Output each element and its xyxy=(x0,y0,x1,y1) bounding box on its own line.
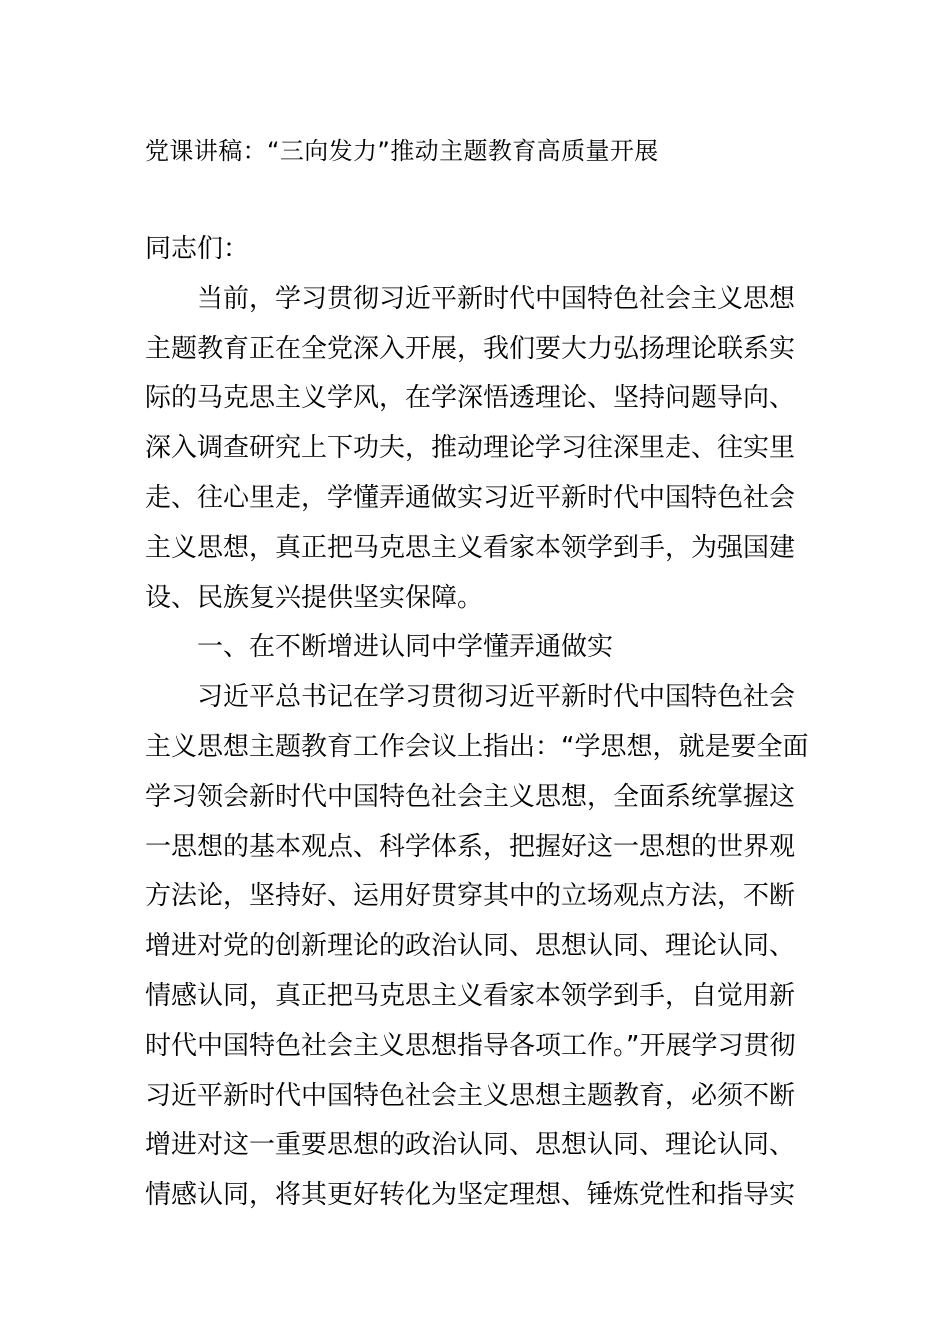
body-line: 一思想的基本观点、科学体系，把握好这一思想的世界观 xyxy=(145,831,796,862)
body-line: 际的马克思主义学风，在学深悟透理论、坚持问题导向、 xyxy=(145,383,796,414)
body-line: 走、往心里走，学懂弄通做实习近平新时代中国特色社会 xyxy=(145,482,796,513)
body-line: 增进对党的创新理论的政治认同、思想认同、理论认同、 xyxy=(145,931,796,962)
body-line: 主义思想，真正把马克思主义看家本领学到手，为强国建 xyxy=(145,532,796,563)
document-title: 党课讲稿：“三向发力”推动主题教育高质量开展 xyxy=(145,137,659,165)
body-line: 主题教育正在全党深入开展，我们要大力弘扬理论联系实 xyxy=(145,333,796,364)
body-line: 深入调查研究上下功夫，推动理论学习往深里走、往实里 xyxy=(145,433,796,464)
body-line: 学习领会新时代中国特色社会主义思想，全面系统掌握这 xyxy=(145,781,796,812)
document-body xyxy=(145,225,810,1221)
body-line: 设、民族复兴提供坚实保障。 xyxy=(145,582,484,613)
body-line: 方法论，坚持好、运用好贯穿其中的立场观点方法，不断 xyxy=(145,881,796,912)
body-line: 情感认同，将其更好转化为坚定理想、锤炼党性和指导实 xyxy=(145,1180,796,1211)
body-line: 时代中国特色社会主义思想指导各项工作。”开展学习贯彻 xyxy=(145,1030,796,1061)
body-line: 情感认同，真正把马克思主义看家本领学到手，自觉用新 xyxy=(145,980,796,1011)
body-line: 增进对这一重要思想的政治认同、思想认同、理论认同、 xyxy=(145,1130,796,1161)
body-line: 习近平总书记在学习贯彻习近平新时代中国特色社会 xyxy=(197,682,796,713)
body-line: 主义思想主题教育工作会议上指出：“学思想，就是要全面 xyxy=(145,731,809,762)
body-line: 当前，学习贯彻习近平新时代中国特色社会主义思想 xyxy=(197,283,796,314)
body-line: 习近平新时代中国特色社会主义思想主题教育，必须不断 xyxy=(145,1080,796,1111)
body-line: 同志们： xyxy=(145,234,250,264)
body-line: 一、在不断增进认同中学懂弄通做实 xyxy=(197,632,614,663)
